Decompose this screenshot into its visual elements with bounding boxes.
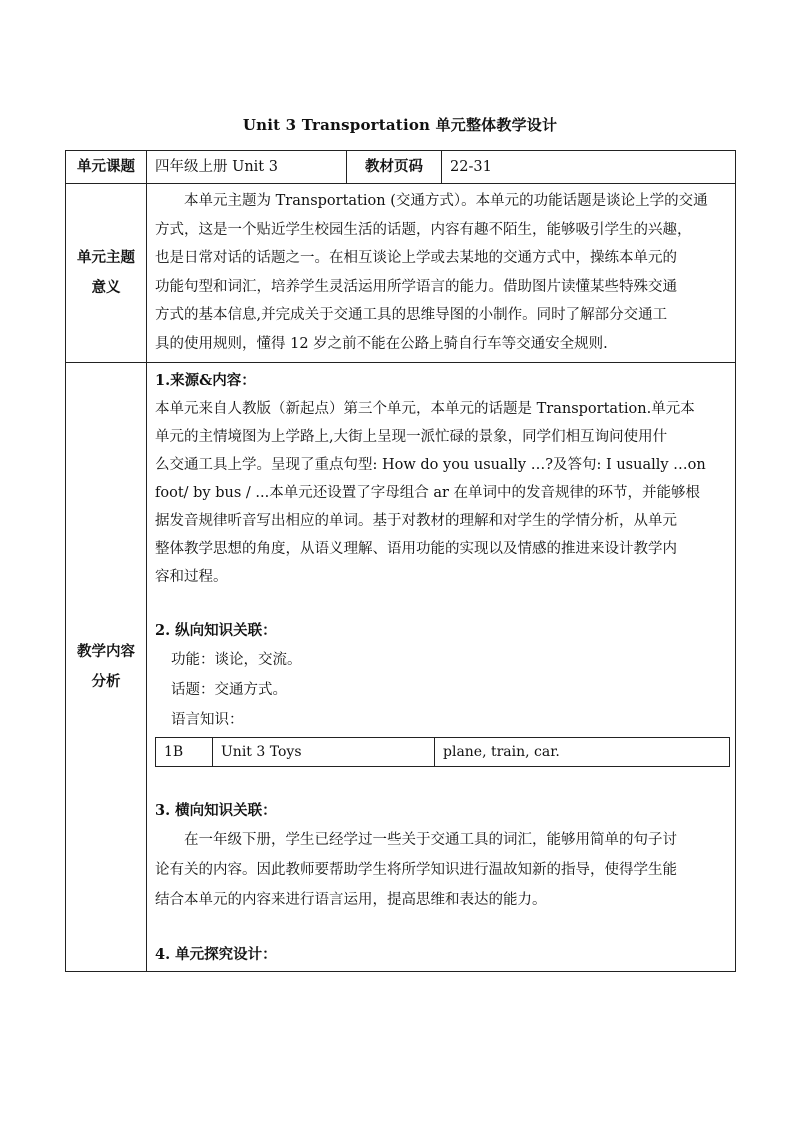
table-row: [156, 738, 730, 767]
text-line: 么交通工具上学。呈现了重点句型: How do you usually …?及答句: I usually …on: [155, 457, 706, 473]
text-line: 具的使用规则，懂得 12 岁之前不能在公路上骑自行车等交通安全规则.: [155, 335, 608, 352]
language-knowledge-table: [155, 737, 730, 767]
text-line: 结合本单元的内容来进行语言运用，提高思维和表达的能力。: [155, 892, 547, 908]
row-theme-significance: [66, 184, 736, 363]
table-cell: Unit 3 Toys: [213, 738, 435, 767]
text-line: 本单元来自人教版（新起点）第三个单元，本单元的话题是 Transportation.单元本: [155, 401, 695, 417]
label-theme-significance: [66, 184, 147, 363]
text-line: 功能句型和词汇，培养学生灵活运用所学语言的能力。借助图片读懂某些特殊交通: [155, 278, 677, 295]
table-cell: plane, train, car.: [435, 738, 730, 767]
value-unit-topic: 四年级上册 Unit 3: [147, 151, 347, 184]
text-line: 据发音规律听音写出相应的单词。基于对教材的理解和对学生的学情分析，从单元: [155, 513, 677, 529]
label-line: 单元主题: [77, 249, 135, 266]
text-line: 方式的基本信息,并完成关于交通工具的思维导图的小制作。同时了解部分交通工: [155, 307, 668, 323]
text-line: 在一年级下册，学生已经学过一些关于交通工具的词汇，能够用简单的句子讨: [184, 832, 677, 848]
content-analysis-content: [147, 363, 736, 972]
list-item: 语言知识：: [171, 712, 244, 728]
label-line: 分析: [91, 673, 121, 690]
section-heading-vertical: 2. 纵向知识关联：: [155, 622, 277, 639]
label-content-analysis: [66, 363, 147, 972]
list-item: 功能：谈论，交流。: [171, 652, 302, 668]
label-line: 意义: [91, 279, 121, 296]
theme-significance-content: [147, 184, 736, 363]
document-title: Unit 3 Transportation 单元整体教学设计: [242, 116, 558, 134]
row-unit-topic: [66, 151, 736, 184]
value-textbook-pages: 22-31: [442, 151, 736, 184]
label-unit-topic: 单元课题: [66, 151, 147, 184]
text-line: 方式，这是一个贴近学生校园生活的话题，内容有趣不陌生，能够吸引学生的兴趣，: [155, 221, 692, 238]
text-line: 本单元主题为 Transportation (交通方式）。本单元的功能话题是谈论上学的交通: [184, 193, 708, 209]
text-line: 也是日常对话的话题之一。在相互谈论上学或去某地的交通方式中，操练本单元的: [155, 250, 677, 266]
unit-design-table: [65, 150, 736, 972]
table-cell: 1B: [156, 738, 213, 767]
label-textbook-pages: 教材页码: [347, 151, 442, 184]
text-line: 单元的主情境图为上学路上,大街上呈现一派忙碌的景象，同学们相互询问使用什: [155, 429, 668, 445]
text-line: 论有关的内容。因此教师要帮助学生将所学知识进行温故知新的指导，使得学生能: [155, 862, 677, 878]
section-heading-source: 1.来源&内容：: [155, 372, 256, 389]
section-heading-horizontal: 3. 横向知识关联：: [155, 802, 277, 819]
text-line: 整体教学思想的角度，从语义理解、语用功能的实现以及情感的推进来设计教学内: [155, 541, 677, 557]
text-line: 容和过程。: [155, 569, 228, 585]
list-item: 话题：交通方式。: [171, 682, 287, 698]
label-line: 教学内容: [77, 643, 135, 660]
text-line: foot/ by bus / ...本单元还设置了字母组合 ar 在单词中的发音规律的环节，并能够根: [155, 485, 701, 501]
row-content-analysis: [66, 363, 736, 972]
section-heading-inquiry: 4. 单元探究设计：: [155, 946, 277, 963]
